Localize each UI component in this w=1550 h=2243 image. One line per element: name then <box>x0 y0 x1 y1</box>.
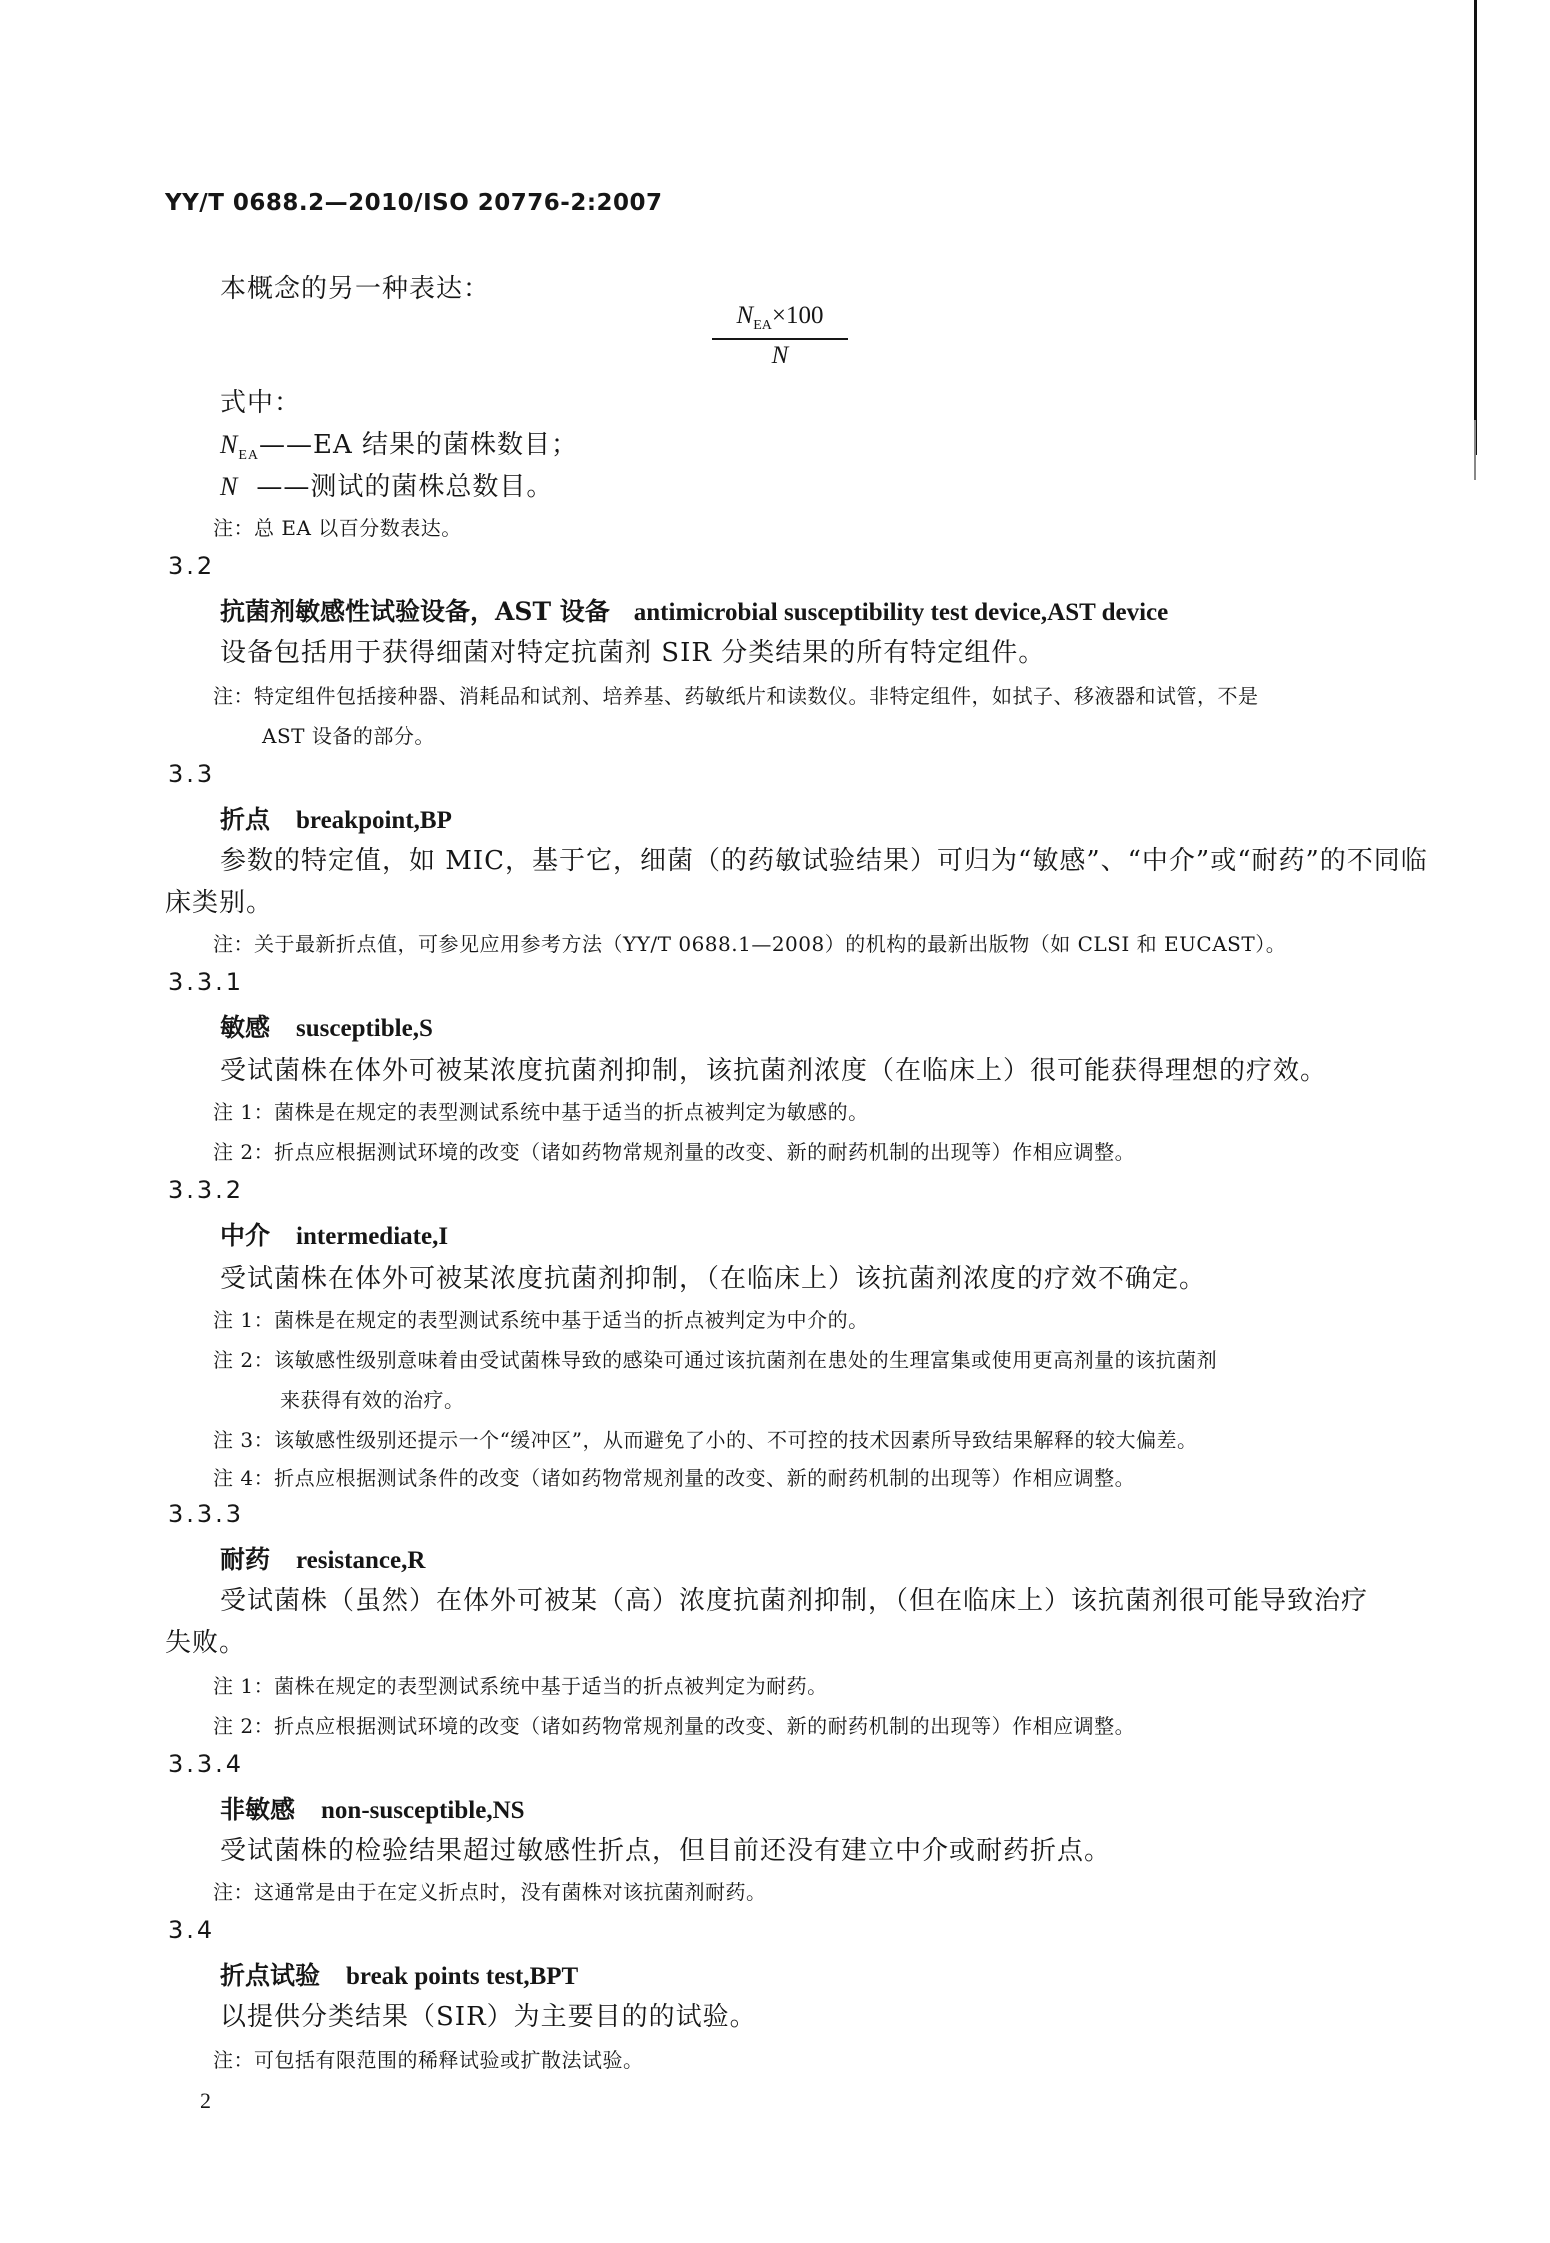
definition-3-3-3-line2: 失败。 <box>165 1628 247 1658</box>
fraction-bar <box>712 338 848 340</box>
formula-denominator: N <box>771 342 789 369</box>
section-number-3-2: 3.2 <box>168 552 216 580</box>
term-3-4: 折点试验 break points test,BPT <box>220 1961 579 1990</box>
term-3-3-2: 中介 intermediate,I <box>220 1221 449 1250</box>
note-3-3-1-1: 注 1：菌株是在规定的表型测试系统中基于适当的折点被判定为敏感的。 <box>213 1100 869 1124</box>
note-3-4: 注：可包括有限范围的稀释试验或扩散法试验。 <box>213 2048 644 2072</box>
section-number-3-3-1: 3.3.1 <box>168 968 245 996</box>
where-label: 式中： <box>220 388 302 418</box>
definition-3-3-4: 受试菌株的检验结果超过敏感性折点，但目前还没有建立中介或耐药折点。 <box>220 1836 1112 1866</box>
term-3-3-4: 非敏感 non-susceptible,NS <box>220 1795 525 1824</box>
note-3-3-2-2-line2: 来获得有效的治疗。 <box>280 1388 465 1412</box>
note-3-2-line1: 注：特定组件包括接种器、消耗品和试剂、培养基、药敏纸片和读数仪。非特定组件，如拭子、移液器和试管，不是 <box>213 684 1259 708</box>
definition-3-3-line2: 床类别。 <box>165 888 274 918</box>
note-3-3: 注：关于最新折点值，可参见应用参考方法（YY/T 0688.1—2008）的机构的最新出版物（如 CLSI 和 EUCAST）。 <box>213 932 1287 956</box>
note-3-3-1-2: 注 2：折点应根据测试环境的改变（诸如药物常规剂量的改变、新的耐药机制的出现等）作相应调整。 <box>213 1140 1136 1164</box>
scan-edge-mark <box>1474 420 1476 480</box>
section-number-3-4: 3.4 <box>168 1916 216 1944</box>
definition-3-2: 设备包括用于获得细菌对特定抗菌剂 SIR 分类结果的所有特定组件。 <box>220 638 1046 668</box>
note-3-3-3-1: 注 1：菌株在规定的表型测试系统中基于适当的折点被判定为耐药。 <box>213 1674 828 1698</box>
formula <box>712 302 848 370</box>
where-def-2: N ——测试的菌株总数目。 <box>220 472 554 502</box>
formula-numerator: $N_{EA}\times 100$ <box>736 302 824 333</box>
note-3-3-4: 注：这通常是由于在定义折点时，没有菌株对该抗菌剂耐药。 <box>213 1880 767 1904</box>
note-3-3-2-4: 注 4：折点应根据测试条件的改变（诸如药物常规剂量的改变、新的耐药机制的出现等）作相应调整。 <box>213 1466 1136 1490</box>
standard-header: YY/T 0688.2—2010/ISO 20776-2:2007 <box>165 190 663 216</box>
intro-text: 本概念的另一种表达： <box>220 274 491 304</box>
note-3-3-3-2: 注 2：折点应根据测试环境的改变（诸如药物常规剂量的改变、新的耐药机制的出现等）作相应调整。 <box>213 1714 1136 1738</box>
definition-3-3-3-line1: 受试菌株（虽然）在体外可被某（高）浓度抗菌剂抑制，（但在临床上）该抗菌剂很可能导致治疗 <box>220 1586 1369 1616</box>
term-3-3: 折点 breakpoint,BP <box>220 805 452 834</box>
note-3-3-2-2-line1: 注 2：该敏感性级别意味着由受试菌株导致的感染可通过该抗菌剂在患处的生理富集或使用更高剂量的该抗菌剂 <box>213 1348 1218 1372</box>
term-3-3-3: 耐药 resistance,R <box>220 1545 426 1574</box>
note-ea: 注：总 EA 以百分数表达。 <box>213 516 462 540</box>
note-3-3-2-1: 注 1：菌株是在规定的表型测试系统中基于适当的折点被判定为中介的。 <box>213 1308 869 1332</box>
section-number-3-3-2: 3.3.2 <box>168 1176 245 1204</box>
section-number-3-3: 3.3 <box>168 760 216 788</box>
section-number-3-3-4: 3.3.4 <box>168 1750 245 1778</box>
definition-3-3-2: 受试菌株在体外可被某浓度抗菌剂抑制，（在临床上）该抗菌剂浓度的疗效不确定。 <box>220 1264 1207 1294</box>
definition-3-4: 以提供分类结果（SIR）为主要目的的试验。 <box>220 2002 757 2032</box>
term-3-2: 抗菌剂敏感性试验设备，AST 设备 antimicrobial susceptibility test device,AST device <box>220 597 1169 626</box>
section-number-3-3-3: 3.3.3 <box>168 1500 245 1528</box>
page-number: 2 <box>200 2088 211 2113</box>
scan-edge-line <box>1474 0 1477 455</box>
definition-3-3-line1: 参数的特定值，如 MIC，基于它，细菌（的药敏试验结果）可归为“敏感”、“中介”或“耐药”的不同临 <box>220 846 1428 876</box>
definition-3-3-1: 受试菌株在体外可被某浓度抗菌剂抑制，该抗菌剂浓度（在临床上）很可能获得理想的疗效。 <box>220 1056 1328 1086</box>
note-3-3-2-3: 注 3：该敏感性级别还提示一个“缓冲区”，从而避免了小的、不可控的技术因素所导致结果解释的较大偏差。 <box>213 1428 1198 1452</box>
where-def-1: $N_{EA}——EA$ 结果的菌株数目； <box>220 430 579 464</box>
note-3-2-line2: AST 设备的部分。 <box>262 724 435 748</box>
term-3-3-1: 敏感 susceptible,S <box>220 1013 433 1042</box>
